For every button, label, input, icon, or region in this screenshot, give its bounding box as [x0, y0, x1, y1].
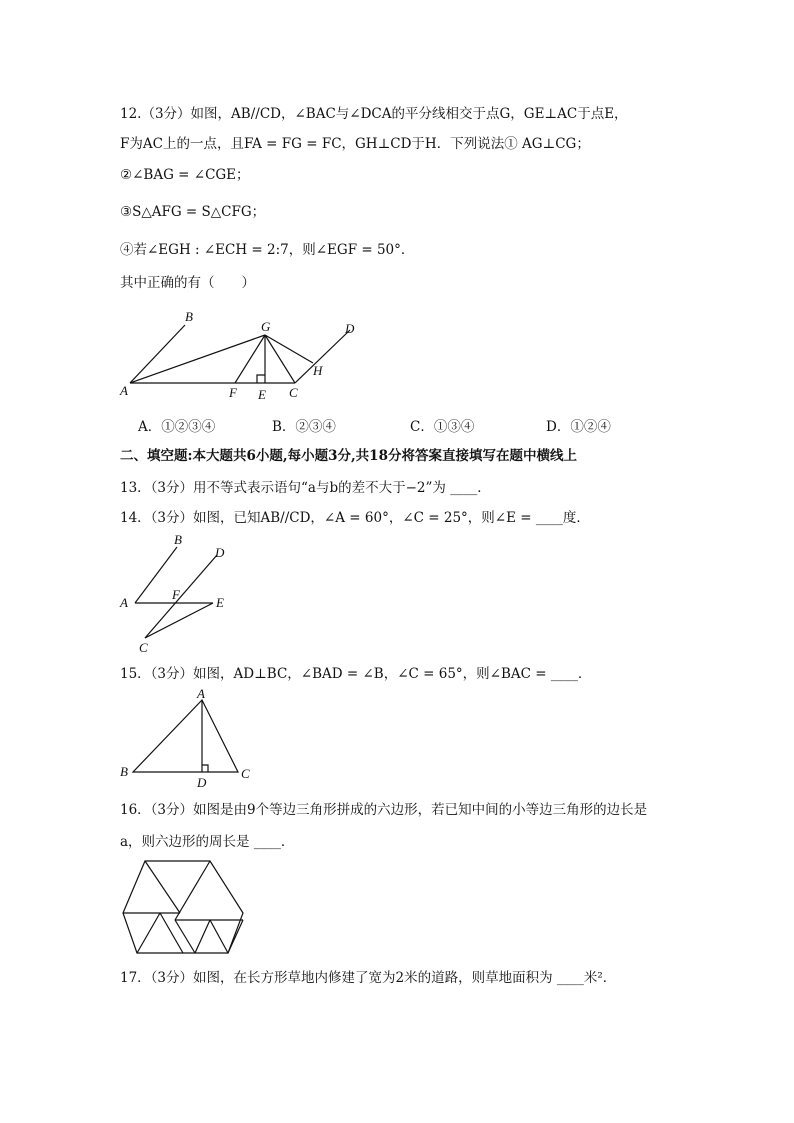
q13-text: 13．（3分）用不等式表示语句“a与b的差不大于−2”为 ____． — [120, 480, 491, 496]
q12-segment-cd — [295, 330, 350, 383]
section-2-heading: 二、填空题:本大题共6小题,每小题3分,共18分将答案直接填写在题中横线上 — [120, 448, 577, 464]
q14-figure — [115, 532, 245, 655]
q14-label-b: B — [174, 532, 182, 547]
q12-figure — [115, 305, 375, 405]
q14-text: 14．（3分）如图，已知AB//CD，∠A = 60°，∠C = 25°，则∠E = ____度． — [120, 510, 590, 526]
q12-option-a[interactable]: A．①②③④ — [138, 419, 216, 435]
q16-line-h — [195, 920, 210, 953]
q14-label-c: C — [139, 640, 148, 655]
q12-segment-gc — [265, 335, 295, 383]
q12-line-5: ④若∠EGH : ∠ECH = 2:7，则∠EGF = 50°． — [120, 242, 415, 258]
q15-label-d: D — [197, 775, 207, 790]
q16-hexagon-figure — [115, 858, 250, 958]
q12-label-d: D — [345, 321, 355, 336]
q12-option-d[interactable]: D．①②④ — [546, 419, 611, 435]
q15-text: 15．（3分）如图，AD⊥BC，∠BAD = ∠B，∠C = 65°，则∠BAC = ____． — [120, 666, 592, 682]
q12-label-a: A — [120, 383, 128, 398]
q12-label-h: H — [313, 363, 323, 378]
q12-option-b[interactable]: B．②③④ — [272, 419, 336, 435]
q12-label-b: B — [185, 309, 193, 324]
q14-label-e: E — [216, 595, 224, 610]
q12-label-e: E — [258, 387, 266, 402]
q14-label-a: A — [120, 595, 128, 610]
q12-line-1: 12.（3分）如图，AB//CD，∠BAC与∠DCA的平分线相交于点G，GE⊥AC于点E， — [120, 106, 628, 122]
q16-line-e — [137, 913, 160, 953]
q12-line-3: ②∠BAG = ∠CGE； — [120, 167, 250, 183]
q12-line-6: 其中正确的有（ ） — [120, 275, 255, 291]
q12-line-2: F为AC上的一点，且FA = FG = FC，GH⊥CD于H．下列说法① AG⊥CG； — [120, 136, 590, 152]
q16-line-b — [175, 861, 210, 920]
q14-segment-cd — [145, 555, 217, 638]
q15-figure — [115, 686, 265, 790]
q14-segment-ab — [135, 547, 177, 603]
q14-label-f: F — [172, 587, 180, 602]
q12-segment-gh — [265, 335, 313, 363]
q12-label-c: C — [289, 385, 298, 400]
q12-line-4: ③S△AFG = S△CFG； — [120, 204, 266, 220]
q12-segment-ab — [130, 325, 185, 383]
q16-line-i — [210, 920, 228, 953]
q15-label-b: B — [120, 764, 128, 779]
q12-label-f: F — [229, 385, 237, 400]
q12-label-g: G — [261, 319, 271, 334]
q16-line-2: a，则六边形的周长是 ____． — [120, 834, 295, 850]
q14-label-d: D — [215, 545, 225, 560]
q16-line-j — [228, 920, 243, 953]
q12-segment-gf — [235, 335, 265, 383]
q16-line-1: 16．（3分）如图是由9个等边三角形拼成的六边形，若已知中间的小等边三角形的边长是 — [120, 802, 648, 818]
q16-line-f — [160, 913, 183, 953]
q17-text: 17．（3分）如图，在长方形草地内修建了宽为2米的道路，则草地面积为 ____米²． — [120, 970, 617, 986]
q16-line-g — [175, 920, 195, 953]
q15-label-c: C — [241, 766, 250, 781]
q15-label-a: A — [197, 686, 205, 701]
q12-option-c[interactable]: C．①③④ — [410, 419, 475, 435]
q12-segment-ag — [130, 335, 265, 383]
q16-line-a — [145, 861, 180, 913]
q15-triangle-abc — [133, 700, 238, 772]
q14-segment-ce — [145, 603, 213, 638]
q12-right-angle-mark — [257, 375, 265, 383]
q15-right-angle-mark — [202, 765, 208, 772]
